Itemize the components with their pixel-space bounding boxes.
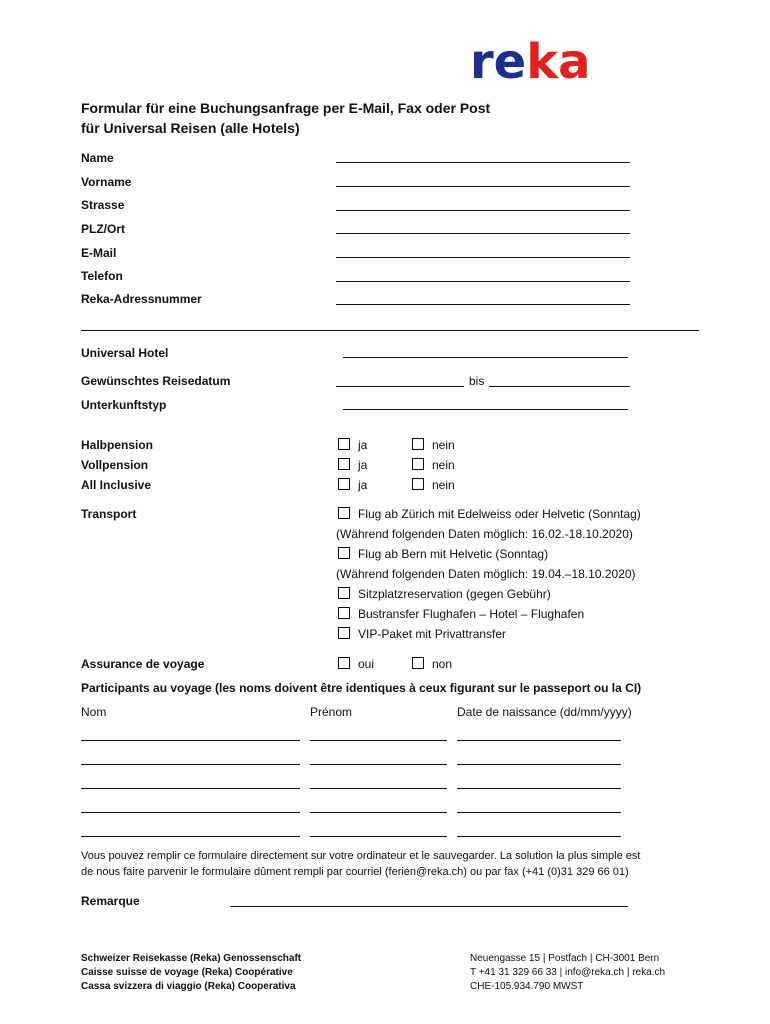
participant-1-date[interactable] (457, 740, 621, 741)
label-remarque: Remarque (81, 894, 140, 908)
title-line-2: für Universal Reisen (alle Hotels) (81, 120, 300, 136)
participant-5-nom[interactable] (81, 836, 300, 837)
label-strasse: Strasse (81, 198, 125, 212)
participant-4-nom[interactable] (81, 812, 300, 813)
label-halbpension-nein: nein (432, 438, 455, 452)
date-separator: bis (469, 374, 485, 388)
participant-5-date[interactable] (457, 836, 621, 837)
participant-3-prenom[interactable] (310, 788, 447, 789)
label-vollpension: Vollpension (81, 458, 149, 472)
checkbox-halbpension-ja[interactable] (338, 438, 350, 450)
participant-3-date[interactable] (457, 788, 621, 789)
section-divider (81, 330, 699, 331)
checkbox-all-inclusive-nein[interactable] (412, 478, 424, 490)
label-plz-ort: PLZ/Ort (81, 222, 125, 236)
reka-logo (470, 34, 591, 90)
note-flug-bern: (Während folgenden Daten möglich: 19.04.–18.10.2020) (336, 567, 636, 581)
label-assurance-non: non (432, 657, 453, 671)
field-email[interactable] (336, 257, 630, 258)
participant-2-nom[interactable] (81, 764, 300, 765)
footer-right (470, 952, 665, 994)
title-line-1: Formular für eine Buchungsanfrage per E-Mail, Fax oder Post (81, 100, 491, 116)
field-telefon[interactable] (336, 281, 630, 282)
footer-org-fr: Caisse suisse de voyage (Reka) Coopérative (81, 967, 293, 978)
field-unterkunftstyp[interactable] (343, 409, 628, 410)
label-email: E-Mail (81, 246, 117, 260)
footer-contact: T +41 31 329 66 33 | info@reka.ch | reka.ch (470, 967, 666, 978)
label-all-inclusive-ja: ja (358, 478, 368, 492)
label-all-inclusive: All Inclusive (81, 478, 152, 492)
checkbox-flug-zuerich[interactable] (338, 507, 350, 519)
label-vip-paket: VIP-Paket mit Privattransfer (358, 627, 507, 641)
checkbox-vip-paket[interactable] (338, 627, 350, 639)
checkbox-sitzplatzreservation[interactable] (338, 587, 350, 599)
footer-org-it: Cassa svizzera di viaggio (Reka) Cooperativa (81, 981, 296, 992)
label-assurance-oui: oui (358, 657, 375, 671)
checkbox-vollpension-nein[interactable] (412, 458, 424, 470)
footer-org-de: Schweizer Reisekasse (Reka) Genossenschaft (81, 953, 302, 964)
label-halbpension: Halbpension (81, 438, 154, 452)
participant-3-nom[interactable] (81, 788, 300, 789)
checkbox-flug-bern[interactable] (338, 547, 350, 559)
label-halbpension-ja: ja (358, 438, 368, 452)
participant-4-date[interactable] (457, 812, 621, 813)
label-unterkunftstyp: Unterkunftstyp (81, 398, 167, 412)
field-remarque[interactable] (230, 906, 628, 907)
field-plz-ort[interactable] (336, 233, 630, 234)
participant-2-date[interactable] (457, 764, 621, 765)
checkbox-assurance-oui[interactable] (338, 657, 350, 669)
field-name[interactable] (336, 162, 630, 163)
label-reka-adressnummer: Reka-Adressnummer (81, 292, 202, 306)
col-date-naissance: Date de naissance (dd/mm/yyyy) (457, 705, 632, 719)
label-all-inclusive-nein: nein (432, 478, 455, 492)
footer-left (81, 952, 301, 994)
label-flug-bern: Flug ab Bern mit Helvetic (Sonntag) (358, 547, 549, 561)
label-reisedatum: Gewünschtes Reisedatum (81, 374, 231, 388)
info-text (81, 848, 640, 880)
label-sitzplatzreservation: Sitzplatzreservation (gegen Gebühr) (358, 587, 551, 601)
field-vorname[interactable] (336, 186, 630, 187)
label-universal-hotel: Universal Hotel (81, 346, 169, 360)
participants-heading: Participants au voyage (les noms doivent être identiques à ceux figurant sur le passeport ou la CI) (81, 681, 642, 695)
participant-1-prenom[interactable] (310, 740, 447, 741)
logo-part-2: ka (526, 34, 591, 90)
label-name: Name (81, 151, 114, 165)
info-line-1: Vous pouvez remplir ce formulaire directement sur votre ordinateur et le sauvegarder. La solution la plus simple est (81, 850, 641, 862)
checkbox-vollpension-ja[interactable] (338, 458, 350, 470)
participant-4-prenom[interactable] (310, 812, 447, 813)
label-transport: Transport (81, 507, 137, 521)
participant-5-prenom[interactable] (310, 836, 447, 837)
field-reka-adressnummer[interactable] (336, 304, 630, 305)
label-flug-zuerich: Flug ab Zürich mit Edelweiss oder Helvetic (Sonntag) (358, 507, 641, 521)
form-title (81, 98, 490, 138)
note-flug-zuerich: (Während folgenden Daten möglich: 16.02.-18.10.2020) (336, 527, 633, 541)
logo-part-1: re (470, 34, 527, 90)
label-telefon: Telefon (81, 269, 123, 283)
footer-vat: CHE-105.934.790 MWST (470, 981, 584, 992)
label-assurance: Assurance de voyage (81, 657, 205, 671)
field-date-from[interactable] (336, 386, 464, 387)
field-universal-hotel[interactable] (343, 357, 628, 358)
field-date-to[interactable] (489, 386, 630, 387)
label-vollpension-nein: nein (432, 458, 455, 472)
footer-address: Neuengasse 15 | Postfach | CH-3001 Bern (470, 953, 660, 964)
participant-2-prenom[interactable] (310, 764, 447, 765)
checkbox-bustransfer[interactable] (338, 607, 350, 619)
label-vorname: Vorname (81, 175, 132, 189)
checkbox-assurance-non[interactable] (412, 657, 424, 669)
field-strasse[interactable] (336, 210, 630, 211)
label-bustransfer: Bustransfer Flughafen – Hotel – Flughafen (358, 607, 585, 621)
checkbox-all-inclusive-ja[interactable] (338, 478, 350, 490)
checkbox-halbpension-nein[interactable] (412, 438, 424, 450)
col-prenom: Prénom (310, 705, 353, 719)
participant-1-nom[interactable] (81, 740, 300, 741)
col-nom: Nom (81, 705, 107, 719)
label-vollpension-ja: ja (358, 458, 368, 472)
info-line-2: de nous faire parvenir le formulaire dûment rempli par courriel (ferien@reka.ch) ou par fax (+41 (0)31 329 66 01) (81, 866, 629, 878)
